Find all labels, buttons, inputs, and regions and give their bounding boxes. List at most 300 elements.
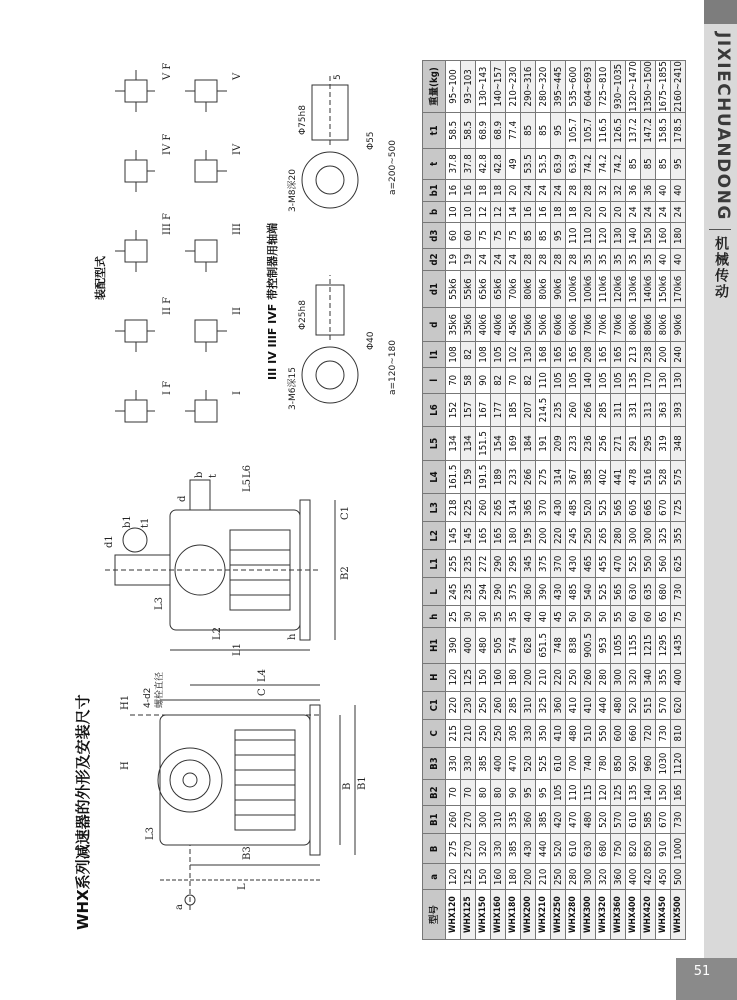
table-cell: 625: [671, 550, 686, 578]
table-cell: 235: [461, 550, 476, 578]
table-cell: 331: [626, 393, 641, 426]
brand-strip: [704, 0, 737, 1000]
table-cell: 151.5: [476, 427, 491, 460]
rotated-page-content: [70, 60, 690, 940]
table-cell: 385: [476, 747, 491, 779]
type-IIIF: III F: [162, 213, 173, 235]
table-cell: 120: [596, 223, 611, 249]
table-cell: 485: [566, 494, 581, 522]
table-cell: 105.7: [566, 113, 581, 149]
model-cell: WHX125: [461, 890, 476, 940]
table-cell: 150: [476, 663, 491, 691]
column-header: l: [423, 367, 446, 393]
table-cell: 480: [476, 628, 491, 664]
table-cell: 74.2: [611, 148, 626, 179]
table-cell: 135: [626, 367, 641, 393]
table-cell: 1350~1500: [642, 61, 654, 112]
table-cell: 45: [551, 606, 566, 628]
table-cell: 110: [566, 223, 581, 249]
table-cell: 50: [596, 606, 611, 628]
table-cell: 313: [641, 393, 656, 426]
table-cell: 130: [521, 341, 536, 367]
ctrl-a-d1: Φ25h8: [298, 300, 308, 330]
table-cell: 160: [656, 223, 671, 249]
table-cell: 528: [656, 460, 671, 493]
table-cell: 260: [476, 494, 491, 522]
table-cell: 570: [611, 806, 626, 834]
assembly-title: 装配型式: [94, 256, 107, 300]
table-cell: 245: [446, 578, 461, 606]
model-cell: WHX300: [581, 890, 596, 940]
table-cell: 24: [626, 201, 641, 223]
table-cell: 63.9: [566, 148, 581, 179]
table-cell: 25: [446, 606, 461, 628]
dim-t: t: [208, 473, 219, 478]
table-cell: 290~316: [521, 61, 536, 113]
table-cell: 430: [551, 578, 566, 606]
dim-L1: L1: [232, 642, 243, 656]
table-cell: 159: [461, 460, 476, 493]
table-row: [656, 61, 671, 940]
table-cell: 420: [641, 864, 656, 890]
spec-table: [422, 60, 686, 940]
table-cell: 275: [536, 460, 551, 493]
dim-L6: L6: [242, 464, 253, 478]
table-cell: 40: [656, 249, 671, 271]
table-cell: 16: [461, 180, 476, 202]
table-cell: 390: [446, 628, 461, 664]
table-cell: 40: [671, 249, 686, 271]
table-cell: 220: [551, 663, 566, 691]
table-cell: 265: [491, 494, 506, 522]
table-cell: 670: [656, 806, 671, 834]
table-cell: 294: [476, 578, 491, 606]
table-cell: 85: [641, 148, 656, 179]
table-cell: 53.5: [536, 148, 551, 179]
table-cell: 35: [611, 249, 626, 271]
table-cell: 485: [566, 578, 581, 606]
table-cell: 260: [446, 806, 461, 834]
column-header: a: [423, 864, 446, 890]
table-cell: 300: [476, 806, 491, 834]
column-header: 型号: [423, 890, 446, 940]
table-cell: 95: [671, 148, 686, 179]
table-cell: 810: [671, 719, 686, 747]
table-cell: 70: [446, 367, 461, 393]
table-cell: 355: [671, 522, 686, 550]
table-cell: 250: [491, 719, 506, 747]
column-header: t: [423, 148, 446, 179]
table-cell: 53.5: [521, 148, 536, 179]
table-cell: 628: [521, 628, 536, 664]
table-cell: 266: [581, 393, 596, 426]
table-cell: 35: [626, 249, 641, 271]
table-header-row: [423, 61, 446, 940]
table-cell: 470: [506, 747, 521, 779]
model-cell: WHX320: [596, 890, 611, 940]
column-header: C1: [423, 691, 446, 719]
table-cell: 40: [656, 180, 671, 202]
table-cell: 185: [506, 393, 521, 426]
table-cell: 120: [446, 663, 461, 691]
table-cell: 165: [491, 522, 506, 550]
table-cell: 1435: [671, 628, 686, 664]
table-cell: 260: [491, 691, 506, 719]
table-cell: 330: [461, 747, 476, 779]
table-cell: 60k6: [551, 308, 566, 341]
table-cell: 630: [581, 834, 596, 864]
table-cell: 165: [611, 341, 626, 367]
table-cell: 10: [446, 201, 461, 223]
table-cell: 470: [566, 806, 581, 834]
table-cell: 18: [566, 201, 581, 223]
column-header: L4: [423, 460, 446, 493]
controller-shaft-drawings: [302, 75, 358, 403]
table-cell: 280: [596, 663, 611, 691]
table-cell: 65: [656, 606, 671, 628]
table-cell: 520: [626, 691, 641, 719]
table-cell: 85: [656, 148, 671, 179]
table-cell: 16: [536, 201, 551, 223]
table-cell: 520: [551, 834, 566, 864]
model-cell: WHX150: [476, 890, 491, 940]
table-cell: 505: [491, 628, 506, 664]
table-cell: 19: [461, 249, 476, 271]
table-cell: 116.5: [596, 113, 611, 149]
table-cell: 191.5: [476, 460, 491, 493]
table-cell: 209: [551, 427, 566, 460]
model-cell: WHX200: [521, 890, 536, 940]
table-cell: 152: [446, 393, 461, 426]
table-cell: 150: [476, 864, 491, 890]
table-cell: 230: [461, 691, 476, 719]
table-cell: 165: [596, 341, 611, 367]
model-cell: WHX420: [641, 890, 656, 940]
table-cell: 58: [461, 367, 476, 393]
table-cell: 108: [446, 341, 461, 367]
table-cell: 60: [461, 223, 476, 249]
table-cell: 130: [656, 367, 671, 393]
dim-B3: B3: [242, 846, 253, 860]
dim-b: b: [194, 471, 205, 478]
table-cell: 80: [491, 780, 506, 806]
table-cell: 180: [506, 663, 521, 691]
table-cell: 550: [596, 719, 611, 747]
table-row: [626, 61, 641, 940]
table-cell: 180: [506, 864, 521, 890]
table-cell: 370: [536, 494, 551, 522]
table-row: [551, 61, 566, 940]
table-cell: 265: [596, 522, 611, 550]
table-row: [521, 61, 536, 940]
table-cell: 150k6: [656, 270, 671, 308]
table-cell: 348: [671, 427, 686, 460]
column-header: L2: [423, 522, 446, 550]
table-cell: 1000: [671, 834, 686, 864]
type-VF: V F: [162, 62, 173, 80]
table-cell: 280~320: [536, 61, 551, 113]
table-cell: 295: [506, 550, 521, 578]
table-cell: 300: [611, 663, 626, 691]
table-cell: 102: [506, 341, 521, 367]
table-cell: 45k6: [506, 308, 521, 341]
table-cell: 280: [566, 864, 581, 890]
table-cell: 20: [611, 201, 626, 223]
table-cell: 24: [641, 201, 656, 223]
table-cell: 60: [626, 606, 641, 628]
column-header: L5: [423, 427, 446, 460]
table-cell: 200: [656, 341, 671, 367]
table-cell: 177: [491, 393, 506, 426]
technical-drawings: [90, 60, 408, 940]
model-cell: WHX500: [671, 890, 686, 940]
table-cell: 68.9: [491, 113, 506, 149]
dim-B2: B2: [340, 566, 351, 580]
table-cell: 440: [536, 834, 551, 864]
table-cell: 130~143: [476, 61, 491, 113]
table-cell: 42.8: [491, 148, 506, 179]
table-cell: 184: [521, 427, 536, 460]
table-cell: 60k6: [566, 308, 581, 341]
table-cell: 515: [641, 691, 656, 719]
table-cell: 480: [611, 691, 626, 719]
table-cell: 160: [491, 663, 506, 691]
table-cell: 165: [476, 522, 491, 550]
dim-d: d: [177, 495, 188, 502]
table-cell: 70k6: [596, 308, 611, 341]
table-cell: 18: [476, 180, 491, 202]
table-cell: 260: [566, 393, 581, 426]
assembly-icons: [115, 70, 227, 422]
table-body: [446, 61, 686, 940]
table-cell: 235: [461, 578, 476, 606]
table-cell: 420: [551, 806, 566, 834]
ctrl-b-d2: Φ55: [366, 131, 376, 150]
table-cell: 300: [641, 522, 656, 550]
ctrl-b-d1: Φ75h8: [298, 105, 308, 135]
table-row: [491, 61, 506, 940]
table-cell: 208: [581, 341, 596, 367]
table-cell: 160: [491, 864, 506, 890]
table-cell: 130: [611, 223, 626, 249]
table-cell: 400: [491, 747, 506, 779]
table-cell: 740: [581, 747, 596, 779]
table-cell: 90k6: [551, 270, 566, 308]
table-cell: 145: [446, 522, 461, 550]
table-cell: 36: [641, 180, 656, 202]
table-cell: 28: [551, 249, 566, 271]
table-cell: 441: [611, 460, 626, 493]
table-cell: 311: [611, 393, 626, 426]
table-cell: 430: [521, 834, 536, 864]
table-cell: 20: [506, 180, 521, 202]
table-cell: 320: [626, 663, 641, 691]
table-cell: 920: [626, 747, 641, 779]
type-I: I: [232, 391, 243, 395]
table-cell: 35: [491, 606, 506, 628]
table-cell: 271: [611, 427, 626, 460]
table-cell: 225: [461, 494, 476, 522]
dim-L4: L4: [257, 668, 268, 682]
table-cell: 360: [551, 691, 566, 719]
model-cell: WHX450: [656, 890, 671, 940]
table-cell: 35: [581, 249, 596, 271]
front-view-labels: [120, 669, 368, 910]
table-cell: 560: [656, 550, 671, 578]
table-cell: 355: [656, 663, 671, 691]
table-cell: 180: [506, 522, 521, 550]
table-cell: 165: [566, 341, 581, 367]
ctrl-a-range: a=120~180: [388, 340, 398, 395]
table-cell: 68.9: [476, 113, 491, 149]
dim-d1: d1: [104, 535, 115, 548]
table-cell: 235: [551, 393, 566, 426]
table-cell: 28: [521, 249, 536, 271]
brand-chinese: 机械传动: [713, 236, 729, 300]
table-cell: 14: [506, 201, 521, 223]
table-cell: 178.5: [671, 113, 686, 149]
table-cell: 750: [611, 834, 626, 864]
table-cell: 214.5: [536, 393, 551, 426]
table-cell: 85: [536, 223, 551, 249]
column-header: 重量(kg): [423, 61, 446, 113]
model-cell: WHX160: [491, 890, 506, 940]
column-header: d2: [423, 249, 446, 271]
table-cell: 70: [506, 367, 521, 393]
table-cell: 360: [521, 578, 536, 606]
column-header: L3: [423, 494, 446, 522]
table-cell: 207: [521, 393, 536, 426]
table-cell: 565: [611, 494, 626, 522]
table-cell: 35k6: [446, 308, 461, 341]
column-header: b: [423, 201, 446, 223]
table-cell: 110: [566, 780, 581, 806]
table-cell: 238: [641, 341, 656, 367]
model-cell: WHX280: [566, 890, 581, 940]
table-cell: 285: [506, 691, 521, 719]
table-cell: 82: [491, 367, 506, 393]
table-cell: 730: [671, 578, 686, 606]
table-cell: 147.2: [641, 113, 656, 149]
table-cell: 18: [491, 180, 506, 202]
table-cell: 93~103: [461, 61, 476, 113]
column-header: L: [423, 578, 446, 606]
table-cell: 18: [551, 201, 566, 223]
table-cell: 345: [521, 550, 536, 578]
table-cell: 275: [446, 834, 461, 864]
column-header: H1: [423, 628, 446, 664]
table-cell: 157: [461, 393, 476, 426]
table-cell: 55k6: [446, 270, 461, 308]
table-cell: 314: [551, 460, 566, 493]
table-cell: 365: [521, 494, 536, 522]
table-cell: 77.4: [506, 113, 521, 149]
table-cell: 19: [446, 249, 461, 271]
table-cell: 28: [536, 249, 551, 271]
table-cell: 165: [551, 341, 566, 367]
table-cell: 700: [566, 747, 581, 779]
table-cell: 604~693: [581, 61, 596, 113]
table-cell: 125: [461, 864, 476, 890]
table-cell: 310: [521, 691, 536, 719]
table-cell: 58.5: [446, 113, 461, 149]
controller-title: III IV IIIF IVF 带控制器用轴端: [266, 222, 279, 380]
dim-L: L: [237, 883, 248, 890]
table-cell: 60: [641, 606, 656, 628]
table-cell: 82: [521, 367, 536, 393]
table-cell: 85: [521, 223, 536, 249]
column-header: d1: [423, 270, 446, 308]
table-cell: 130: [671, 367, 686, 393]
table-cell: 850: [641, 834, 656, 864]
table-row: [671, 61, 686, 940]
table-cell: 330: [521, 719, 536, 747]
table-cell: 50k6: [521, 308, 536, 341]
table-cell: 510: [581, 719, 596, 747]
table-cell: 105: [551, 780, 566, 806]
table-cell: 75: [506, 223, 521, 249]
table-cell: 300: [581, 864, 596, 890]
table-cell: 525: [626, 550, 641, 578]
table-cell: 730: [671, 806, 686, 834]
table-cell: 236: [581, 427, 596, 460]
table-cell: 145: [461, 522, 476, 550]
table-cell: 1215: [641, 628, 656, 664]
table-cell: 70k6: [581, 308, 596, 341]
table-cell: 360: [611, 864, 626, 890]
table-cell: 525: [596, 578, 611, 606]
table-cell: 80k6: [641, 308, 656, 341]
table-row: [476, 61, 491, 940]
table-cell: 725~810: [596, 61, 611, 113]
table-cell: 233: [506, 460, 521, 493]
table-cell: 850: [611, 747, 626, 779]
table-cell: 137.2: [626, 113, 641, 149]
table-cell: 49: [506, 148, 521, 179]
table-cell: 233: [566, 427, 581, 460]
table-cell: 40: [671, 180, 686, 202]
table-cell: 220: [551, 522, 566, 550]
table-cell: 70: [461, 780, 476, 806]
table-cell: 305: [506, 719, 521, 747]
table-cell: 520: [581, 494, 596, 522]
assembly-type-labels: [162, 63, 243, 395]
table-cell: 330: [491, 834, 506, 864]
table-cell: 210~230: [506, 61, 521, 113]
table-cell: 65k6: [491, 270, 506, 308]
table-cell: 350: [536, 719, 551, 747]
table-cell: 165: [671, 780, 686, 806]
table-cell: 24: [551, 180, 566, 202]
ctrl-a-d2: Φ40: [366, 331, 376, 350]
table-cell: 550: [641, 550, 656, 578]
dim-B: B: [342, 782, 353, 790]
table-cell: 285: [596, 393, 611, 426]
table-cell: 140: [641, 780, 656, 806]
table-cell: 730: [656, 719, 671, 747]
table-cell: 670: [656, 494, 671, 522]
table-cell: 168: [536, 341, 551, 367]
table-cell: 30: [461, 606, 476, 628]
dim-h: h: [287, 633, 298, 640]
table-row: [611, 61, 626, 940]
column-header: B: [423, 834, 446, 864]
table-cell: 95: [551, 223, 566, 249]
table-cell: 110: [536, 367, 551, 393]
table-cell: 213: [626, 341, 641, 367]
table-cell: 16: [446, 180, 461, 202]
table-cell: 330: [446, 747, 461, 779]
